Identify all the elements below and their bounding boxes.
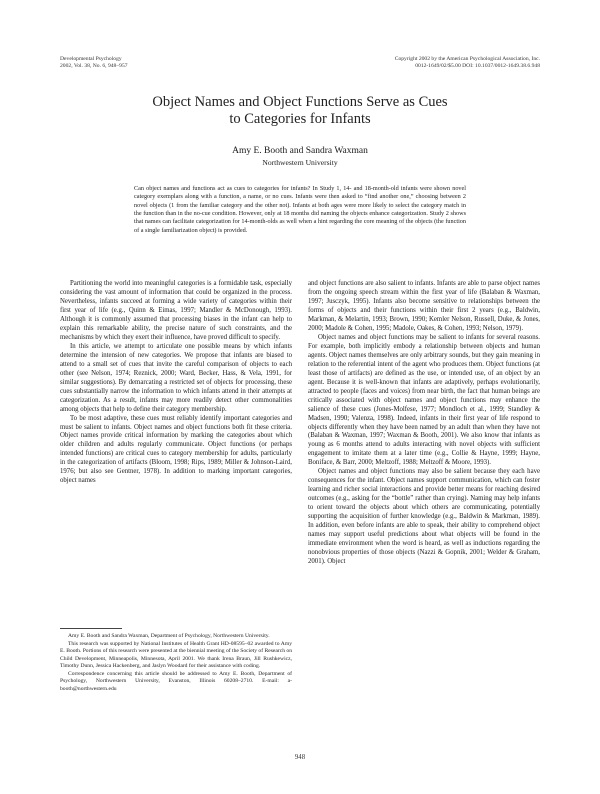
author-note: Correspondence concerning this article should be addressed to Amy E. Booth, Department of Psychology, Northwestern University, Evanston, Illinois 60208–2710. E-mail: a-booth@northwestern.edu	[60, 670, 292, 692]
body-paragraph: and object functions are also salient to infants. Infants are able to parse object names from the ongoing speech stream within the first year of life (Balaban & Waxman, 1997; Jusczyk, 1995). Infants also become sensitive to relationships between the forms of objects and their functions within their first 2 years (e.g., Baldwin, Markman, & Melartin, 1993; Brown, 1990; Kemler Nelson, Russell, Duke, & Jones, 2000; Madole & Cohen, 1995; Madole, Oakes, & Cohen, 1993; Nelson, 1979).	[308, 280, 540, 332]
journal-citation	[60, 56, 128, 70]
copyright-line: Copyright 2002 by the American Psychological Association, Inc.	[394, 56, 540, 62]
abstract: Can object names and functions act as cues to categories for infants? In Study 1, 14- and 18-month-old infants were shown novel category exemplars along with a function, a name, or no cues. Infants were then asked to “find another one,” choosing between 2 novel objects (1 from the familiar category and the other not). Infants at both ages were more likely to select the category match in the function than in the no-cue condition. However, only at 18 months did naming the objects enhance categorization. Study 2 shows that names can facilitate categorization for 14-month-olds as well when a hint regarding the core meaning of the objects (the function of a single familiarization object) is provided.	[134, 185, 466, 234]
footnote-divider	[60, 628, 122, 629]
body-paragraph: Object names and object functions may also be salient because they each have consequences for the infant. Object names support communication, which can foster learning and richer social interactions and provide better means for reaching desired outcomes (e.g., asking for the “bottle” rather than crying). Naming may help infants to orient toward the objects about which others are communicating, potentially supporting the acquisition of further knowledge (e.g., Baldwin & Markman, 1989). In addition, even before infants are able to speak, their ability to comprehend object names may support useful predictions about what objects will be found in the immediate environment when the word is heard, as well as inductions regarding the nonobvious properties of those objects (Nazzi & Gopnik, 2001; Welder & Graham, 2001). Object	[308, 468, 540, 566]
journal-volume: 2002, Vol. 38, No. 6, 948–957	[60, 62, 128, 69]
body-paragraph: Partitioning the world into meaningful categories is a formidable task, especially considering the vast amount of information that could be organized in the process. Nevertheless, infants succeed at forming a wide variety of categories within their first year of life (e.g., Quinn & Eimas, 1997; Mandler & McDonough, 1993). Although it is commonly assumed that processing biases in the infant can help to explain this remarkable ability, the precise nature of such constraints, and the mechanisms by which they exert their influence, have proved difficult to specify.	[60, 280, 292, 341]
authors: Amy E. Booth and Sandra Waxman	[232, 146, 368, 156]
author-note: This research was supported by National Institutes of Health Grant HD-08595–02 awarded to Amy E. Booth. Portions of this research were presented at the biennial meeting of the Society of Research on Child Development, Minneapolis, Minnesota, April 2001. We thank Irena Braun, Jill Rushkewicz, Timothy Dunn, Jessica Hackenberg, and Jaslyn Woodard for their assistance with coding.	[60, 640, 292, 670]
body-paragraph: In this article, we attempt to articulate one possible means by which infants determine the intension of new categories. We propose that infants are biased to attend to a small set of cues that invite the careful comparison of objects to each other (see Nelson, 1974; Reznick, 2000; Ward, Becker, Hass, & Vela, 1991, for similar suggestions). By demarcating a restricted set of objects for processing, these cues substantially narrow the information to which infants attend in their attempts at categorization. As a result, infants may more readily detect other commonalities among objects that help to define their category membership.	[60, 342, 292, 413]
body-column-right	[308, 280, 540, 567]
title-line-2: to Categories for Infants	[229, 111, 371, 127]
body-paragraph: Object names and object functions may be salient to infants for several reasons. For example, both implicitly embody a relationship between objects and human agents. Object names themselves are only arbitrary sounds, but they gain meaning in relation to the referential intent of the agent who produces them. Object functions (at least those of artifacts) are defined as the use, or intended use, of an object by an agent. Because it is well-known that infants are adaptively, perhaps evolutionarily, attracted to people (faces and voices) from near birth, the fact that human beings are critically associated with object names and object functions may enhance the salience of these cues (Jones-Molfese, 1977; Mondloch et al., 1999; Standley & Madsen, 1990; Valenza, 1998). Indeed, infants in their first year of life respond to objects differently when they have been named by an adult than when they have not (Balaban & Waxman, 1997; Waxman & Booth, 2001). We also know that infants as young as 6 months attend to adults interacting with novel objects with sufficient engagement to imitate them at a later time (e.g., Collie & Hayne, 1999; Hayne, Boniface, & Barr, 2000; Meltzoff, 1988; Meltzoff & Moore, 1993).	[308, 333, 540, 467]
doi-line: 0012-1649/02/$5.00 DOI: 10.1037/0012-1649.38.6.948	[415, 62, 540, 69]
author-notes	[60, 633, 292, 693]
title-line-1: Object Names and Object Functions Serve as Cues	[152, 94, 448, 110]
page-number: 948	[294, 754, 306, 761]
body-paragraph: To be most adaptive, these cues must reliably identify important categories and must be salient to infants. Object names and object functions both fit these criteria. Object names provide critical information by marking the categories about which older children and adults regularly communicate. Object functions (or perhaps intended functions) are critical cues to category membership for adults, particularly in the categorization of artifacts (Bloom, 1998; Rips, 1989; Miller & Johnson-Laird, 1976; but also see Gentner, 1978). In addition to marking important categories, object names	[60, 414, 292, 485]
article-title	[60, 94, 540, 128]
affiliation: Northwestern University	[262, 158, 338, 167]
body-column-left	[60, 280, 292, 486]
journal-name: Developmental Psychology	[60, 56, 122, 62]
author-note: Amy E. Booth and Sandra Waxman, Department of Psychology, Northwestern University.	[68, 633, 270, 639]
copyright-notice	[395, 56, 540, 70]
